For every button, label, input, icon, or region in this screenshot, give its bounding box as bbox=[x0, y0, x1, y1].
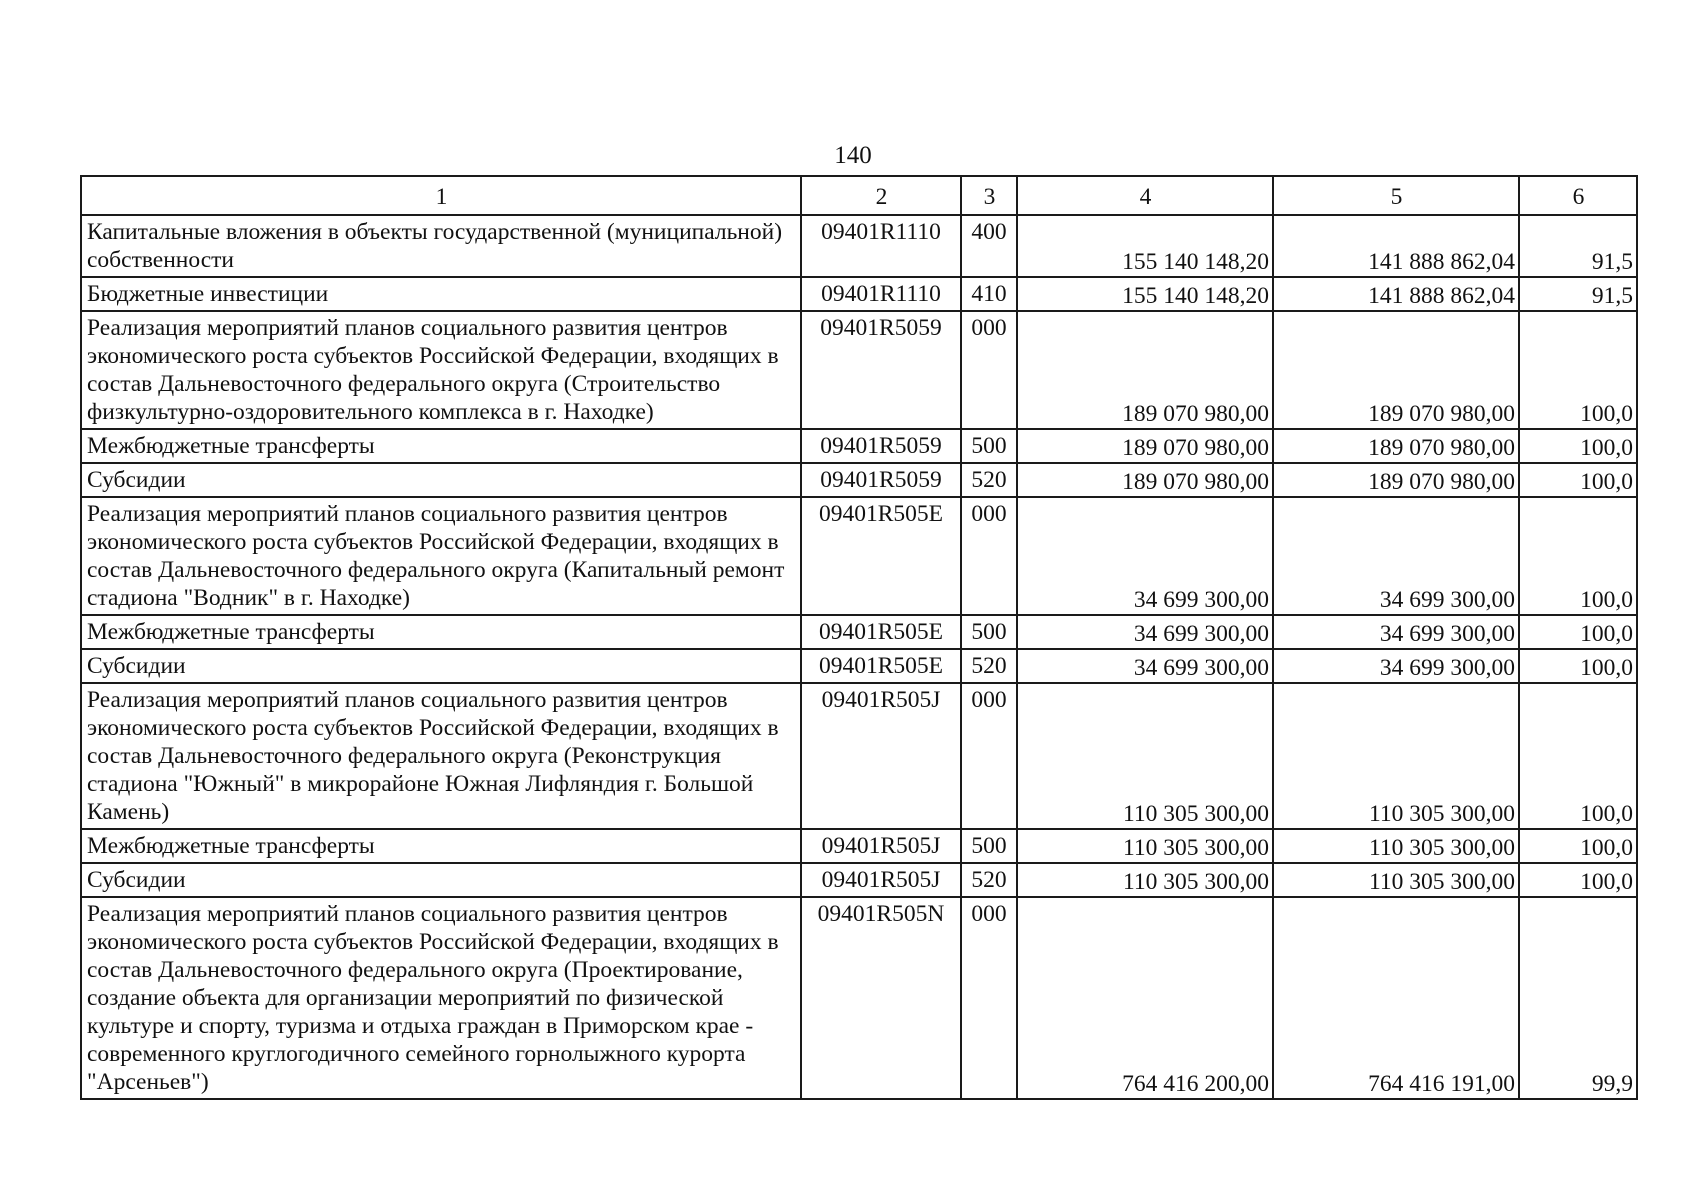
percent-cell: 91,5 bbox=[1519, 215, 1637, 277]
planned-amount-cell: 34 699 300,00 bbox=[1017, 615, 1273, 649]
executed-amount-cell: 34 699 300,00 bbox=[1273, 649, 1519, 683]
planned-amount-cell: 189 070 980,00 bbox=[1017, 429, 1273, 463]
expense-type-cell: 500 bbox=[961, 615, 1017, 649]
header-cell: 1 bbox=[81, 176, 801, 215]
item-name-cell: Реализация мероприятий планов социального развития центров экономического роста субъектов Российской Федерации, входящих в состав Дальневосточного федерального округа (Капитальный ремонт стадиона "Водник" в г. Находке) bbox=[81, 497, 801, 615]
item-name-cell: Реализация мероприятий планов социального развития центров экономического роста субъектов Российской Федерации, входящих в состав Дальневосточного федерального округа (Проектирование, создание объекта для организации мероприятий по физической культуре и спорту, туризма и отдыха граждан в Приморском крае - современного круглогодичного семейного горнолыжного курорта "Арсеньев") bbox=[81, 897, 801, 1099]
header-cell: 4 bbox=[1017, 176, 1273, 215]
executed-amount-cell: 34 699 300,00 bbox=[1273, 615, 1519, 649]
percent-cell: 100,0 bbox=[1519, 649, 1637, 683]
percent-cell: 100,0 bbox=[1519, 829, 1637, 863]
table-row bbox=[81, 311, 1637, 429]
item-name-cell: Реализация мероприятий планов социального развития центров экономического роста субъектов Российской Федерации, входящих в состав Дальневосточного федерального округа (Реконструкция стадиона "Южный" в микрорайоне Южная Лифляндия г. Большой Камень) bbox=[81, 683, 801, 829]
planned-amount-cell: 155 140 148,20 bbox=[1017, 277, 1273, 311]
executed-amount-cell: 34 699 300,00 bbox=[1273, 497, 1519, 615]
expense-type-cell: 520 bbox=[961, 463, 1017, 497]
table-row bbox=[81, 683, 1637, 829]
executed-amount-cell: 141 888 862,04 bbox=[1273, 215, 1519, 277]
planned-amount-cell: 110 305 300,00 bbox=[1017, 829, 1273, 863]
target-code-cell: 09401R505E bbox=[801, 615, 961, 649]
header-cell: 2 bbox=[801, 176, 961, 215]
item-name-cell: Субсидии bbox=[81, 863, 801, 897]
target-code-cell: 09401R505N bbox=[801, 897, 961, 1099]
expense-type-cell: 000 bbox=[961, 497, 1017, 615]
budget-table bbox=[80, 175, 1638, 1100]
expense-type-cell: 000 bbox=[961, 897, 1017, 1099]
target-code-cell: 09401R505J bbox=[801, 863, 961, 897]
planned-amount-cell: 34 699 300,00 bbox=[1017, 497, 1273, 615]
percent-cell: 100,0 bbox=[1519, 429, 1637, 463]
expense-type-cell: 000 bbox=[961, 311, 1017, 429]
header-cell: 5 bbox=[1273, 176, 1519, 215]
target-code-cell: 09401R1110 bbox=[801, 215, 961, 277]
planned-amount-cell: 34 699 300,00 bbox=[1017, 649, 1273, 683]
percent-cell: 91,5 bbox=[1519, 277, 1637, 311]
table-row bbox=[81, 463, 1637, 497]
item-name-cell: Субсидии bbox=[81, 463, 801, 497]
planned-amount-cell: 764 416 200,00 bbox=[1017, 897, 1273, 1099]
expense-type-cell: 520 bbox=[961, 863, 1017, 897]
percent-cell: 100,0 bbox=[1519, 311, 1637, 429]
executed-amount-cell: 189 070 980,00 bbox=[1273, 463, 1519, 497]
executed-amount-cell: 110 305 300,00 bbox=[1273, 683, 1519, 829]
table-row bbox=[81, 615, 1637, 649]
planned-amount-cell: 189 070 980,00 bbox=[1017, 463, 1273, 497]
percent-cell: 100,0 bbox=[1519, 615, 1637, 649]
executed-amount-cell: 110 305 300,00 bbox=[1273, 863, 1519, 897]
table-row bbox=[81, 497, 1637, 615]
planned-amount-cell: 110 305 300,00 bbox=[1017, 683, 1273, 829]
target-code-cell: 09401R5059 bbox=[801, 311, 961, 429]
executed-amount-cell: 110 305 300,00 bbox=[1273, 829, 1519, 863]
expense-type-cell: 000 bbox=[961, 683, 1017, 829]
executed-amount-cell: 189 070 980,00 bbox=[1273, 429, 1519, 463]
table-row bbox=[81, 277, 1637, 311]
target-code-cell: 09401R1110 bbox=[801, 277, 961, 311]
item-name-cell: Субсидии bbox=[81, 649, 801, 683]
table-row bbox=[81, 215, 1637, 277]
item-name-cell: Межбюджетные трансферты bbox=[81, 829, 801, 863]
table-row bbox=[81, 863, 1637, 897]
percent-cell: 100,0 bbox=[1519, 683, 1637, 829]
planned-amount-cell: 155 140 148,20 bbox=[1017, 215, 1273, 277]
item-name-cell: Реализация мероприятий планов социального развития центров экономического роста субъектов Российской Федерации, входящих в состав Дальневосточного федерального округа (Строительство физкультурно-оздоровительного комплекса в г. Находке) bbox=[81, 311, 801, 429]
executed-amount-cell: 764 416 191,00 bbox=[1273, 897, 1519, 1099]
item-name-cell: Межбюджетные трансферты bbox=[81, 615, 801, 649]
item-name-cell: Бюджетные инвестиции bbox=[81, 277, 801, 311]
table-row bbox=[81, 649, 1637, 683]
target-code-cell: 09401R5059 bbox=[801, 463, 961, 497]
percent-cell: 100,0 bbox=[1519, 463, 1637, 497]
header-cell: 6 bbox=[1519, 176, 1637, 215]
table-row bbox=[81, 429, 1637, 463]
target-code-cell: 09401R505E bbox=[801, 649, 961, 683]
percent-cell: 100,0 bbox=[1519, 497, 1637, 615]
table-row bbox=[81, 897, 1637, 1099]
percent-cell: 100,0 bbox=[1519, 863, 1637, 897]
item-name-cell: Капитальные вложения в объекты государственной (муниципальной) собственности bbox=[81, 215, 801, 277]
percent-cell: 99,9 bbox=[1519, 897, 1637, 1099]
executed-amount-cell: 141 888 862,04 bbox=[1273, 277, 1519, 311]
expense-type-cell: 500 bbox=[961, 829, 1017, 863]
target-code-cell: 09401R505E bbox=[801, 497, 961, 615]
page-number: 140 bbox=[834, 142, 872, 169]
planned-amount-cell: 189 070 980,00 bbox=[1017, 311, 1273, 429]
header-cell: 3 bbox=[961, 176, 1017, 215]
executed-amount-cell: 189 070 980,00 bbox=[1273, 311, 1519, 429]
expense-type-cell: 500 bbox=[961, 429, 1017, 463]
planned-amount-cell: 110 305 300,00 bbox=[1017, 863, 1273, 897]
item-name-cell: Межбюджетные трансферты bbox=[81, 429, 801, 463]
expense-type-cell: 410 bbox=[961, 277, 1017, 311]
target-code-cell: 09401R5059 bbox=[801, 429, 961, 463]
target-code-cell: 09401R505J bbox=[801, 829, 961, 863]
table-header-row bbox=[81, 176, 1637, 215]
expense-type-cell: 400 bbox=[961, 215, 1017, 277]
target-code-cell: 09401R505J bbox=[801, 683, 961, 829]
table-row bbox=[81, 829, 1637, 863]
expense-type-cell: 520 bbox=[961, 649, 1017, 683]
